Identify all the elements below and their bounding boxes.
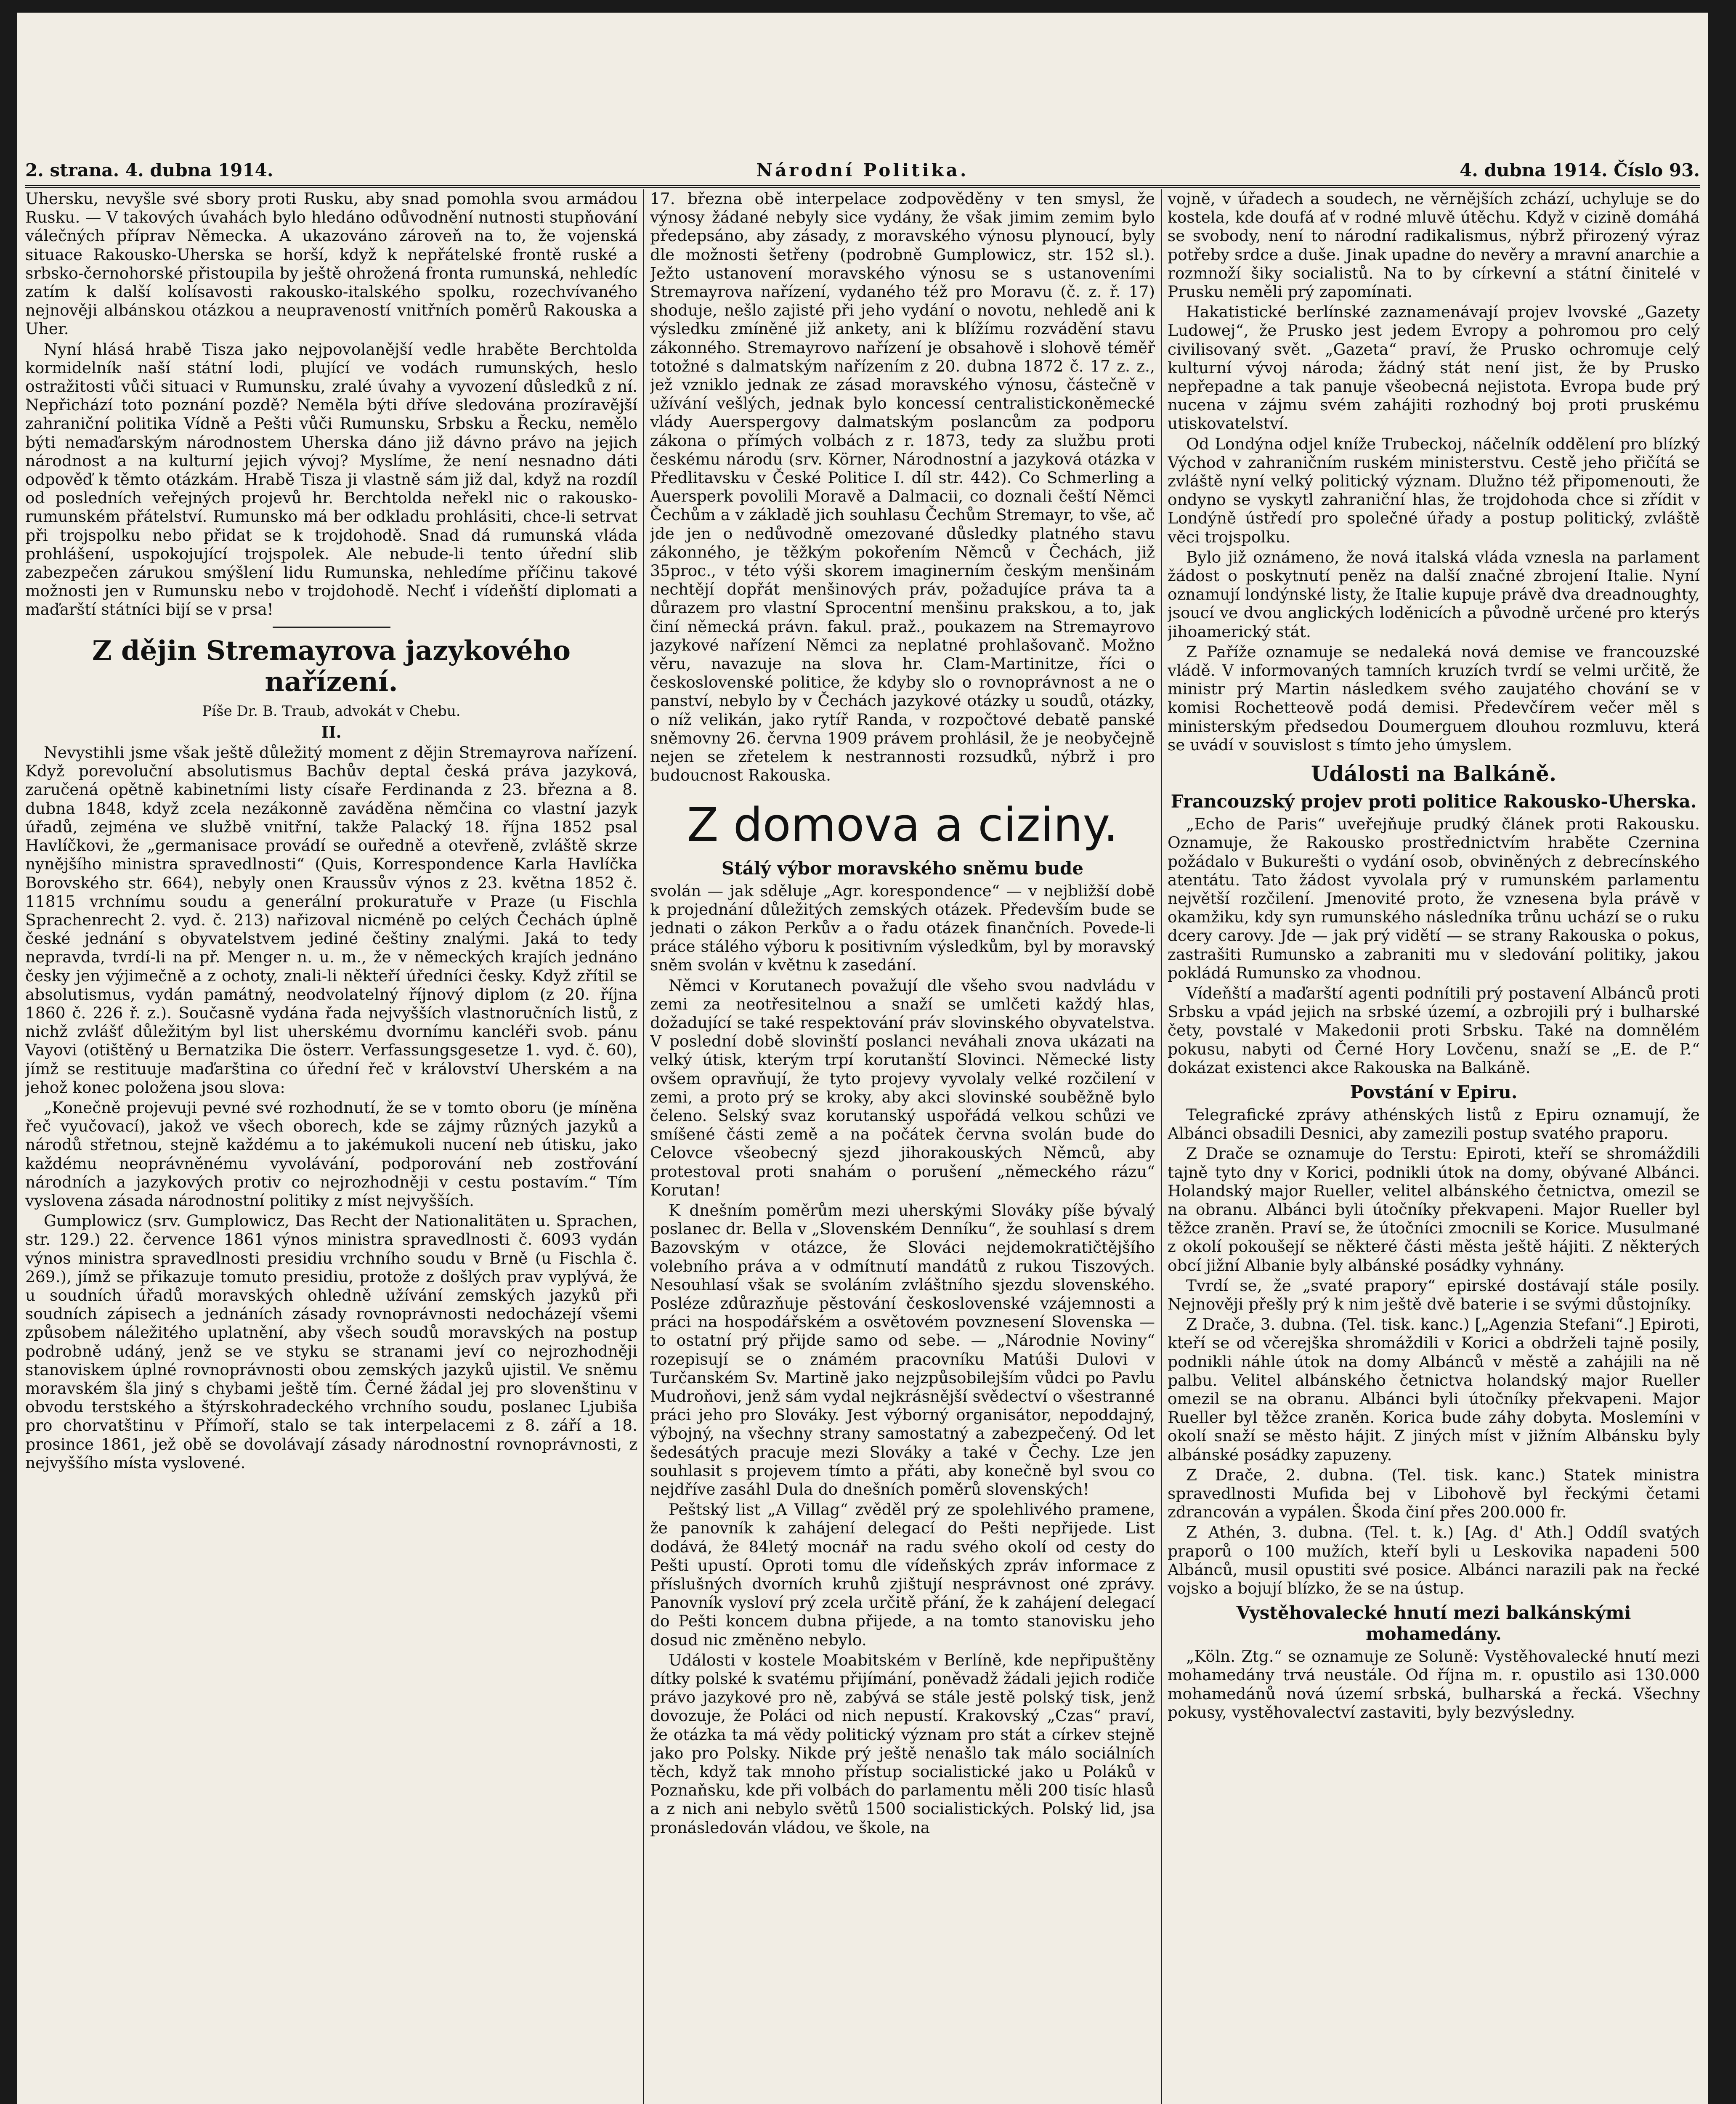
- article-paragraph: „Konečně projevuji pevné své rozhodnutí, že se v tomto oboru (je míněna řeč vyučovací), jakož ve všech oborech, kde se zájmy různých jazyků a národů střetnou, stejně každému a to jakémukoli nucení neb útisku, jako každému neoprávněnému vyvolávání, podporování neb zostřování národních a jazykových protiv co nejrozhodněji v cestu postavím.“ Tím vyslovena zásada národnostní politiky z míst nejvyšších.: [25, 1098, 637, 1210]
- news-paragraph: K dnešním poměrům mezi uherskými Slováky píše bývalý poslanec dr. Bella v „Slovenském Denníku“, že souhlasí s drem Bazovským v otázce, že Slováci nejdemokratičtějšího volebního práva a v odmítnutí mandátů z rukou Tiszových. Nesouhlasí však se svoláním zvláštního sjezdu slovenského. Posléze zdůrazňuje pěstování československé vzájemnosti a práci na hospodářském a osvětovém povznesení Slovenska — to ostatní prý přijde samo od sebe. — „Národnie Noviny“ rozepisují se o známém pracovníku Matúši Dulovi v Turčanském Sv. Martině jako nejzpůsobilejším vůdci po Pavlu Mudroňovi, jenž sám vydal nejkrásnější svědectví o všestranné práci jeho pro Slováky. Jest výborný organisátor, nepoddajný, výbojný, na všechny strany samostatný a zabezpečený. Od let šedesátých pracuje mezi Slováky a také v Čechy. Lze jen souhlasit s projevem tímto a přáti, aby konečně byl svou co nejdříve zasáhl Dula do dnešních poměrů slovenských!: [650, 1201, 1155, 1498]
- header-issue: 4. dubna 1914. Číslo 93.: [1460, 160, 1700, 181]
- column-divider: [643, 189, 644, 2104]
- section-number: II.: [321, 723, 342, 741]
- news-paragraph: Z Paříže oznamuje se nedaleká nová demise ve francouzské vládě. V informovaných tamních kruzích tvrdí se velmi určitě, že ministr prý Martin následkem svého zaujatého chování se v komisi Rochetteově podá demisi. Předevčírem večer měl s ministerským předsedou Doumerguem dlouhou rozmluvu, která se uvádí v souvislost s tímto jeho úmyslem.: [1168, 642, 1700, 754]
- news-paragraph: „Köln. Ztg.“ se oznamuje ze Soluně: Vystěhovalecké hnutí mezi mohamedány trvá neustále. Od října m. r. opustilo asi 130.000 mohamedánů nová území srbská, bulharská a řecká. Všechny pokusy, vystěhovalectví zastaviti, byly bezvýsledny.: [1168, 1647, 1700, 1721]
- news-paragraph: svolán — jak sděluje „Agr. korespondence“ — v nejbližší době k projednání důležitých zemských otázek. Především bude se jednati o zákon Perkův a o řadu otázek finančních. Povede-li práce stálého výboru k positivním výsledkům, byl by moravský sněm svolán v květnu k zasedání.: [650, 881, 1155, 975]
- header-masthead: Národní Politika.: [756, 160, 969, 181]
- column-2: [650, 189, 1155, 2104]
- news-headline: Vystěhovalecké hnutí mezi balkánskými mohamedány.: [1236, 1602, 1631, 1644]
- article-paragraph: Nyní hlásá hrabě Tisza jako nejpovolanější vedle hraběte Berchtolda kormidelník naší státní lodi, plující ve vodách rumunských, heslo ostražitosti vůči situaci v Rumunsku, zralé úvahy a vyvození důsledků z ní. Nepřichází toto poznání pozdě? Neměla býti dříve sledována prozíravější zahraniční politika Vídně a Pešti vůči Rumunsku, Srbsku a Řecku, nemělo býti nemaďarským národnostem Uherska dáno již dávno právo na jejich národnost a na kulturní jejich vývoj? Myslíme, že není nesnadno dáti odpověď k těmto otázkám. Hrabě Tisza ji vlastně sám již dal, když na rozdíl od posledních veřejných projevů hr. Berchtolda neřekl nic o rakousko-rumunském přátelství. Rumunsko má ber odkladu prohlásiti, chce-li setrvat při trojspolku nebo přidat se k trojdohodě. Snad dá rumunská vláda prohlášení, uspokojující trojspolek. Ale nebude-li tento úřední slib zabezpečen zárukou smýšlení lidu Rumunska, nehledíme příčinu takové možnosti jen v Rumunsku nebo v trojdohodě. Nechť i vídeňští diplomati a maďarští státníci bijí se v prsa!: [25, 340, 637, 619]
- news-paragraph: Z Athén, 3. dubna. (Tel. t. k.) [Ag. d' Ath.] Oddíl svatých praporů o 100 mužích, kteří byli u Leskovika napadeni 500 Albánců, musil opustiti své posice. Albánci narazili pak na řecké vojsko a bojují blízko, že se na ústup.: [1168, 1523, 1700, 1598]
- news-paragraph: „Echo de Paris“ uveřejňuje prudký článek proti Rakousku. Oznamuje, že Rakousko prostřednictvím hraběte Czernina požádalo v Bukurešti o vydání osob, obviněných z debrecínského atentátu. Tato žádost vyvolala prý v rumunském parlamentu největší rozčilení. Jmenovité proto, že vznesena byla právě v okamžiku, kdy syn rumunského následníka trůnu uchází se o ruku dcery carovy. Jde — jak prý vidětí — se strany Rakouska o pokus, zastrašiti Rumunsko a zabraniti mu v sledování politiky, jakou pokládá Rumunsko za vhodnou.: [1168, 815, 1700, 982]
- news-headline: Stálý výbor moravského sněmu bude: [721, 858, 1084, 879]
- article-paragraph: 17. března obě interpelace zodpověděny v ten smysl, že výnosy žádané nebyly sice vydány, že však jimim zemim bylo předepsáno, aby zásady, z moravského výnosu plynoucí, byly dle možnosti šetřeny (podrobně Gumplowicz, str. 152 sl.). Ježto ustanovení moravského výnosu se s ustanoveními Stremayrova nařízení, vydaného též pro Moravu (č. z. ř. 17) shoduje, nešlo zajisté při jeho vydání o novotu, nehledě ani k výsledku zmíněné již ankety, ani k blížímu rozvádění stavu zákonného. Stremayrovo nařízení je obsahově i slohově téměř totožné s dalmatským nařízením z 20. dubna 1872 č. 17 z. z., jež vzniklo jednak ze zásad moravského výnosu, částečně v užívání vešlých, jednak bylo koncessí centralistickoněmecké vlády Auerspergovy dalmatským poslancům za podporu zákona o přímých volbách z r. 1873, tedy za službu proti českému národu (srv. Körner, Národnostní a jazyková otázka v Předlitavsku v České Politice I. díl str. 442). Co Schmerling a Auersperk povolili Moravě a Dalmacii, co doznali čeští Němci Čechům a v základě jich souhlasu Čechům Stremayr, to vše, ač jde jen o nedůvodně omezované důsledky platného stavu zákonného, je těžkým pokořením Němců v Čechách, již 35proc., v této výši skorem imaginerním českým menšinám nechtějí dopřát menšinových práv, požadujíce práva ta a důrazem pro vlastní Sprocentní menšinu prakskou, a to, jak činí německá právn. fakul. praž., poukazem na Stremayrovo jazykové nařízení Němci za neplatné prohlašovanč. Možno věru, navazuje na slova hr. Clam-Martinitze, říci o československé politice, že kdyby slo o rovnoprávnost a ne o panství, nebylo by v Čechách jazykové otázky u soudů, otázky, o níž velikán, jako rytíř Randa, v rozpočtové debatě panské sněmovny 26. června 1909 právem prohlásil, že je neobyčejně nejen se zřetelem k nestrannosti rozsudků, nýbrž i pro budoucnost Rakouska.: [650, 189, 1155, 785]
- news-paragraph: Vídeňští a maďarští agenti podnítili prý postavení Albánců proti Srbsku a vpád jejich na srbské území, a ozbrojili prý i bulharské čety, povstalé v Makedonii proti Srbsku. Také na domnělém pokusu, nabyti od Černé Hory Lovčenu, snaží se „E. de P.“ dokázat existenci akce Rakouska na Balkáně.: [1168, 983, 1700, 1077]
- article-author: Píše Dr. B. Traub, advokát v Chebu.: [202, 702, 461, 720]
- divider: [273, 627, 390, 628]
- news-paragraph: Němci v Korutanech považují dle všeho svou nadvládu v zemi za neotřesitelnou a snaží se umlčeti každý hlas, dožadující se také respektování práv slovinského obyvatelstva. V poslední době slovinští poslanci neváhali znova ukázati na velký útisk, kterým trpí korutanští Slovinci. Německé listy ovšem opravňují, že tyto projevy vyvolaly velké rozčilení v zemi, a proto prý se kroky, aby akci slovinské souběžně bylo čeleno. Selský svaz korutanský uspořádá velkou schůzi ve smíšené části země a na počátek června svolán bude do Celovce všeobecný sjezd jihorakouských Němců, aby protestoval proti snahám o porušení „německého rázu“ Korutan!: [650, 976, 1155, 1199]
- page-header: [25, 156, 1700, 188]
- news-paragraph: Od Londýna odjel kníže Trubeckoj, náčelník oddělení pro blízký Východ v zahraničním ruském ministerstvu. Cestě jeho přičítá se zvláště nyní velký politický význam. Dlužno též připomenouti, že ondyno se vyskytl zahraniční hlas, že trojdohoda chce si zřídit v Londýně ústředí pro společné úřady a postup politický, zvláště věci trojspolku.: [1168, 434, 1700, 546]
- article-paragraph: Gumplowicz (srv. Gumplowicz, Das Recht der Nationalitäten u. Sprachen, str. 129.) 22. července 1861 výnos ministra spravedlnosti č. 6093 vydán výnos ministra spravedlnosti presidiu vrchního soudu v Brně (u Fischla č. 269.), jímž se přikazuje tomuto presidiu, protože z došlých prav vyplývá, že u soudních úřadů moravských ohledně užívání zemských jazyků při soudních zápisech a jednáních zásady rovnoprávnosti nedocházejí všemi způsobem náležitého uplatnění, aby všech soudů moravských na postup podrobně udáný, jenž se ve styku se stranami jeví co nejrozhodněji stanoviskem úplné rovnoprávnosti obou zemských jazyků ujistil. Ve sněmu moravském šla jiný s chybami ještě tím. Černé žádal jej pro slovenštinu v obvodu terstského a štýrskohradeckého vrchního soudu, poslanec Ljubiša pro chorvatštinu v Přímoří, stalo se tak interpelacemi z 8. září a 18. prosince 1861, jež obě se dovolávají zásady národnostní rovnoprávnosti, z nejvyššího místa vyslovené.: [25, 1211, 637, 1472]
- news-paragraph: Peštský list „A Villag“ zvěděl prý ze spolehlivého pramene, že panovník k zahájení delegací do Pešti nepřijede. List dodává, že 84letý mocnář na radu svého okolí od cesty do Pešti upustí. Oproti tomu dle vídeňských zpráv informace z příslušných dvorních kruhů zjištují nesprávnost oné zprávy. Panovník vysloví prý zcela určitě přání, že k zahájení delegací do Pešti koncem dubna přijede, a na tomto stanovisku jeho dosud nic změněno nebylo.: [650, 1500, 1155, 1649]
- section-title: Z domova a ciziny.: [687, 797, 1118, 852]
- news-headline: Povstání v Epiru.: [1350, 1081, 1518, 1102]
- article-title: Z dějin Stremayrova jazykového nařízení.: [92, 635, 571, 698]
- column-1: [25, 189, 637, 2104]
- news-paragraph: Z Drače, 2. dubna. (Tel. tisk. kanc.) Statek ministra spravedlnosti Mufida bej v Libohově byl řeckými četami zdrancován a vypálen. Škoda činí přes 200.000 fr.: [1168, 1465, 1700, 1522]
- news-paragraph: Události v kostele Moabitském v Berlíně, kde nepřipuštěny dítky polské k svatému přijímání, poněvadž žádali jejich rodiče právo jazykové pro ně, zabývá se stále jestě polský tisk, jenž dovozuje, že Poláci od nich nepustí. Krakovský „Czas“ praví, že otázka ta má vědy politický význam pro stát a církev stejně jako pro Polsky. Nikde prý ještě nenašlo tak málo sociálních těch, když tak mnoho přístup socialistické jako u Poláků v Poznaňsku, kde při volbách do parlamentu měli 200 tisíc hlasů a z nich ani nebylo světů 1500 socialistických. Polský lid, jsa pronásledován vládou, ve škole, na: [650, 1650, 1155, 1837]
- header-page-date: 2. strana. 4. dubna 1914.: [25, 160, 273, 181]
- news-paragraph: Bylo již oznámeno, že nová italská vláda vznesla na parlament žádost o poskytnutí peněz na další značné zbrojení Italie. Nyní oznamují londýnské listy, že Italie kupuje právě dva dreadnoughty, jsoucí ve dvou anglických loděnicích a původně určené pro kterýs jihoamerický stát.: [1168, 547, 1700, 641]
- news-paragraph: Z Drače, 3. dubna. (Tel. tisk. kanc.) [„Agenzia Stefani“.] Epiroti, kteří se od včerejška shromáždili v Korici a obdrželi tajně posily, podnikli náhle útok na domy Albánců v městě a zahájili na ně palbu. Velitel albánského četnictva holandský major Rueller omezil se na obranu. Albánci byli útočníky překvapeni. Major Rueller byl těžce zraněn. Korica bude záhy dobyta. Moslemíni v okolí snaží se město hájit. Z jiných míst v jižním Albánsku byly albánské posádky zapuzeny.: [1168, 1315, 1700, 1464]
- news-paragraph: Z Drače se oznamuje do Terstu: Epiroti, kteří se shromáždili tajně tyto dny v Korici, podnikli útok na domy, obývané Albánci. Holandský major Rueller, velitel albánského četnictva, omezil se na obranu. Albánci byli útočníky překvapeni. Major Rueller byl těžce zraněn. Praví se, že útočníci zmocnili se Korice. Musulmané z okolí pokoušejí se některé části města ještě hájiti. Z některých obcí jižní Albanie byly albánské posádky vyhnány.: [1168, 1144, 1700, 1275]
- column-3: [1168, 189, 1700, 2104]
- news-paragraph: Telegrafické zprávy athénských listů z Epiru oznamují, že Albánci obsadili Desnici, aby zamezili postup svatého praporu.: [1168, 1105, 1700, 1143]
- news-headline: Francouzský projev proti politice Rakousko-Uherska.: [1171, 791, 1697, 812]
- newspaper-page: [17, 13, 1708, 2104]
- news-paragraph: Hakatistické berlínské zaznamenávají projev lvovské „Gazety Ludowej“, že Prusko jest jedem Evropy a pohromou pro celý civilisovaný svět. „Gazeta“ praví, že Prusko ochromuje celý kulturní vývoj národa; žádný stát není jist, že by Prusko nepřepadne a tak panuje všeobecná nejistota. Evropa bude prý nucena v zájmu svém zahájiti rozhodný boj proti pruskému utiskovatelství.: [1168, 303, 1700, 433]
- article-paragraph: Nevystihli jsme však ještě důležitý moment z dějin Stremayrova nařízení. Když porevoluční absolutismus Bachův deptal česká práva jazyková, zaručená opětně kabinetními listy císaře Ferdinanda z 23. března a 8. dubna 1848, když zcela nezákonně zaváděna němčina co vlastní jazyk úřadů, zejména ve službě vnitřní, takže Palacký 18. října 1852 psal Havlíčkovi, že „germanisace provádí se ouředně a otevřeně, zvláště skrze nynějšího ministra spravedlnosti“ (Quis, Korrespondence Karla Havlíčka Borovského str. 664), nebyly onen Kraussův výnos z 23. května 1852 č. 11815 vrchnímu soudu a generální prokuratuře v Praze (u Fischla Sprachenrecht 2. vyd. č. 213) nařizoval nicméně po celých Čechách úplně české jednání s obyvatelstvem jediné češtiny znalými. Jaká to tedy nepravda, tvrdí-li na př. Menger n. u. m., že v německých krajích jednáno česky jen výjimečně a z ochoty, znali-li někteří úředníci česky. Když zřítil se absolutismus, vydán památný, neodvolatelný říjnový diplom (z 20. října 1860 č. 226 ř. z.). Současně vydána řada nejvyšších vlastnoručních listů, z nichž zvlášť důležitým byl list uherskému dvornímu kancléři svob. pánu Vayovi (otištěný u Bernatzika Die österr. Verfassungsgesetze 1. vyd. č. 60), jímž se restituuje maďarština co úřední řeč v království Uherském a na jehož konec položena jsou slova:: [25, 743, 637, 1097]
- column-divider: [1161, 189, 1162, 2104]
- article-paragraph: Uhersku, nevyšle své sbory proti Rusku, aby snad pomohla svou armádou Rusku. — V takových úvahách bylo hledáno odůvodnění nutnosti stupňování válečných příprav Německa. A ukazováno zároveň na to, že vojenská situace Rakousko-Uherska se horší, když k nepřátelské frontě ruské a srbsko-černohorské přistoupila by ještě ohrožená fronta rumunská, nehledíc zatím k další kolísavosti rakousko-italského spolku, rozechvívaného nejnověji albánskou otázkou a neupraveností vnitřních poměrů Rakouska a Uher.: [25, 189, 637, 338]
- news-paragraph: Tvrdí se, že „svaté prapory“ epirské dostávají stále posily. Nejnověji přešly prý k nim ještě dvě baterie i se svými důstojníky.: [1168, 1276, 1700, 1313]
- news-paragraph: vojně, v úřadech a soudech, ne věrnějších zchází, uchyluje se do kostela, kde doufá ať v rodné mluvě útěchu. Když v cizině domáhá se svobody, není to národní radikalismus, nýbrž přirozený výraz potřeby srdce a duše. Jinak upadne do nevěry a mravní anarchie a rozmnoží šiky socialistů. Na to by církevní a státní činitelé v Prusku neměli prý zapomínati.: [1168, 189, 1700, 301]
- section-title: Události na Balkáně.: [1311, 761, 1557, 786]
